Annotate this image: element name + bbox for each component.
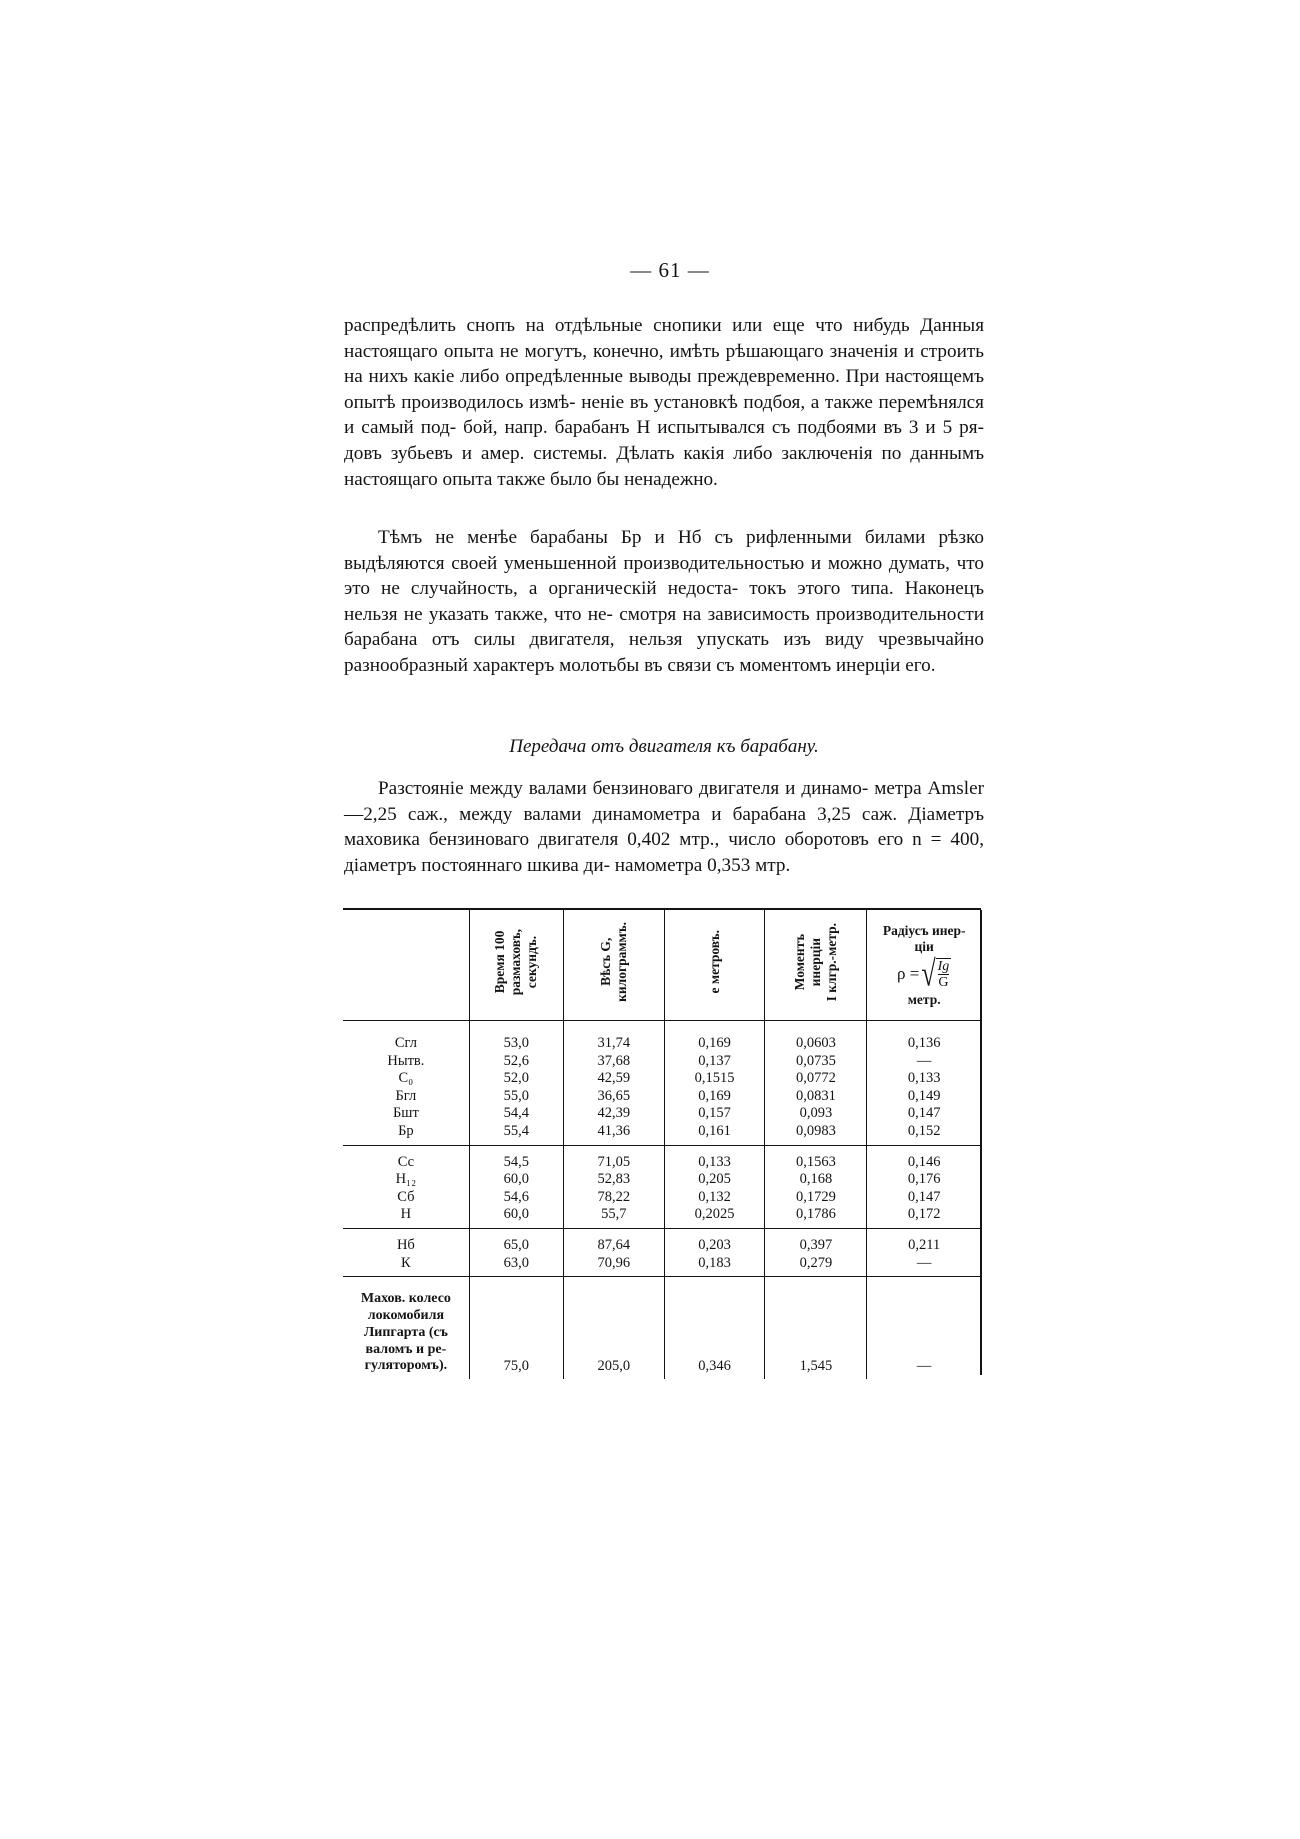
section-heading: Передача отъ двигателя къ барабану. xyxy=(509,736,819,757)
table-row-flywheel xyxy=(343,1277,981,1379)
fraction: $\frac{Ig}{G}$ xyxy=(937,958,950,990)
flywheel-time: 75,0 xyxy=(469,1277,563,1379)
weight-values: 87,64 70,96 xyxy=(563,1228,664,1276)
flywheel-moment: 1,545 xyxy=(765,1277,867,1379)
moment-values: 0,1563 0,168 0,1729 0,1786 xyxy=(765,1145,867,1228)
paragraph-1 xyxy=(344,313,984,492)
sqrt-icon: √ xyxy=(921,952,936,994)
time-values: 54,5 60,0 54,6 60,0 xyxy=(469,1145,563,1228)
paragraph-line: Разстояніе между валами бензиноваго двигателя и динамо- метра Amsler—2,25 саж., между валами динамометра и барабана 3,25 саж. Діаметръ маховика бензиноваго двигателя 0,402 мтр., число оборотовъ его n = 400, діаметръ постояннаго шкива ди- намометра 0,353 мтр. xyxy=(344,778,985,876)
paragraph-2 xyxy=(344,525,984,679)
radius-values: 0,136 — 0,133 0,149 0,147 0,152 xyxy=(867,1021,981,1146)
radius-values: 0,146 0,176 0,147 0,172 xyxy=(867,1145,981,1228)
paragraph-3 xyxy=(344,776,984,878)
header-time: Время 100 размаховъ, секундъ. xyxy=(469,909,563,1021)
row-names: Сс Н₁₂ Сб Н xyxy=(343,1145,469,1228)
paragraph-line: Тѣмъ не менѣе барабаны Бр и Нб съ рифленными билами рѣзко выдѣляются своей уменьшенной производительностью и можно думать, что это не случайность, а органическій недоста- токъ этого типа. Наконецъ нельзя не указать также, что не- смотря на зависимость производительности барабана отъ силы двигателя, нельзя упускать изъ виду чрезвычайно разнообразный характеръ молотьбы въ связи съ моментомъ инерціи его. xyxy=(344,527,985,676)
e-values: 0,169 0,137 0,1515 0,169 0,157 0,161 xyxy=(664,1021,765,1146)
e-values: 0,203 0,183 xyxy=(664,1228,765,1276)
moment-values: 0,397 0,279 xyxy=(765,1228,867,1276)
row-names: Сгл Нытв. С₀ Бгл Бшт Бр xyxy=(343,1021,469,1146)
flywheel-weight: 205,0 xyxy=(563,1277,664,1379)
header-moment: Моментъ инерціи I клгр.-метр. xyxy=(765,909,867,1021)
table-row-group-2 xyxy=(343,1145,981,1228)
weight-values: 31,74 37,68 42,59 36,65 42,39 41,36 xyxy=(563,1021,664,1146)
time-values: 65,0 63,0 xyxy=(469,1228,563,1276)
flywheel-radius: — xyxy=(867,1277,981,1379)
header-e: e метровъ. xyxy=(664,909,765,1021)
weight-values: 71,05 52,83 78,22 55,7 xyxy=(563,1145,664,1228)
row-names: Нб К xyxy=(343,1228,469,1276)
paragraph-line: распредѣлить снопъ на отдѣльные снопики или еще что нибудь Данныя настоящаго опыта не могутъ, конечно, имѣть рѣшающаго значенія и строить на нихъ какіе либо опредѣленные выводы преждевременно. При настоящемъ опытѣ производилось измѣ- неніе въ установкѣ подбоя, а также перемѣнялся и самый под- бой, напр. барабанъ Н испытывался съ подбоями въ 3 и 5 ря- довъ зубьевъ и амер. системы. Дѣлать какія либо заключенія по даннымъ настоящаго опыта также было бы ненадежно. xyxy=(344,315,985,490)
radius-values: 0,211 — xyxy=(867,1228,981,1276)
page-number: — 61 — xyxy=(630,258,710,282)
table-row-group-1 xyxy=(343,1021,981,1146)
table-header-row xyxy=(343,909,981,1021)
flywheel-e: 0,346 xyxy=(664,1277,765,1379)
radius-formula: ρ = √ $\frac{Ig}{G}$ xyxy=(897,952,950,994)
header-blank xyxy=(343,909,469,1021)
e-values: 0,133 0,205 0,132 0,2025 xyxy=(664,1145,765,1228)
table-right-rule xyxy=(980,910,982,1375)
flywheel-label: Махов. колесо локомобиля Липгарта (съ валомъ и ре- гуляторомъ). xyxy=(360,1291,451,1374)
moment-values: 0,0603 0,0735 0,0772 0,0831 0,093 0,0983 xyxy=(765,1021,867,1146)
table-row-group-3 xyxy=(343,1228,981,1276)
header-radius: Радіусъ инер- ціи ρ = √ $\frac{Ig}{G}$ метр. xyxy=(867,909,981,1021)
inertia-table xyxy=(343,908,981,1379)
time-values: 53,0 52,6 52,0 55,0 54,4 55,4 xyxy=(469,1021,563,1146)
header-weight: Вѣсъ G, килограммъ. xyxy=(563,909,664,1021)
